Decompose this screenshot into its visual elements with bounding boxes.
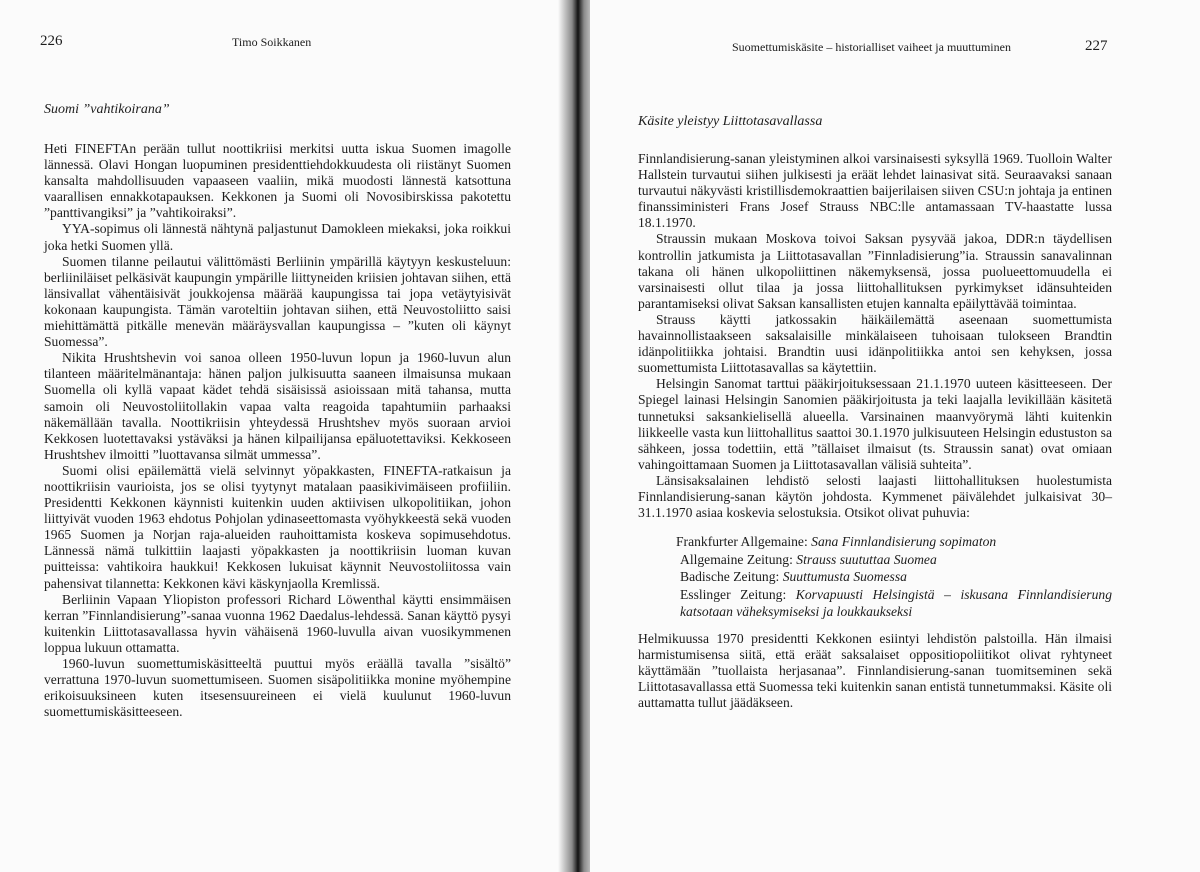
closing-paragraph: Helmikuussa 1970 presidentti Kekkonen esiintyi lehdistön palstoilla. Hän ilmaisi harmistumisensa siitä, että eräät saksalaiset oppositiopoliitikot olivat ryhtyneet käyttämään ”tuollaista herjasanaa”. Finnlandisierung-sanan tuomitseminen sekä Liittotasavallassa että Suomessa teki kuitenkin sanan entistä tunnetummaksi. Käsite oli auttamatta tullut jäädäkseen.: [638, 630, 1112, 711]
newspaper-name: Allgemaine Zeitung:: [680, 551, 793, 567]
paragraph: Länsisaksalainen lehdistö selosti laajasti liittohallituksen huolestumista Finnlandisierung-sanan käytön johdosta. Kymmenet päivälehdet julkaisivat 30–31.1.1970 asiaa koskevia selostuksia. Otsikot olivat puhuvia:: [638, 472, 1112, 521]
paragraph: Suomen tilanne peilautui välittömästi Berliinin ympärillä käytyyn keskusteluun: berliiniläiset pelkäsivät kaupungin ympärille liittyneiden kriisien johtavan siihen, että länsivallat vähentäisivät joukkojensa määrää kaupungissa tai jopa vetäytyisivät kokonaan kaupungista. Tämän varoteltiin johtavan siihen, että Neuvostoliitto saisi miehittämättä pitkälle menevän määräysvallan kaupungissa – ”kuten oli käynyt Suomessa”.: [44, 253, 511, 350]
right-running-head: Suomettumiskäsite – historialliset vaiheet ja muuttuminen: [732, 40, 1011, 54]
right-body-text: [638, 151, 1112, 711]
headline-item: [676, 586, 1112, 621]
newspaper-name: Badische Zeitung:: [680, 569, 780, 585]
left-page: [0, 0, 575, 872]
left-page-number: 226: [40, 33, 63, 49]
newspaper-name: Frankfurter Allgemaine:: [676, 534, 808, 550]
headline-title: Sana Finnlandisierung sopimaton: [811, 534, 997, 550]
right-section-title: Käsite yleistyy Liittotasavallassa: [638, 114, 823, 129]
headline-list: [676, 533, 1112, 621]
headline-title: Korvapuusti Helsingistä – iskusana Finnlandisierung katsotaan väheksymiseksi ja loukkaukseksi: [680, 586, 1112, 620]
paragraph: 1960-luvun suomettumiskäsitteeltä puuttui myös eräällä tavalla ”sisältö” verrattuna 1970-luvun suomettumiseen. Suomen sisäpolitiikka monine myöhempine erikoisuuksineen kuten itsesensuureineen ei vielä kuulunut 1960-luvun suomettumiskäsitteeseen.: [44, 656, 511, 720]
paragraph: Finnlandisierung-sanan yleistyminen alkoi varsinaisesti syksyllä 1969. Tuolloin Walter Hallstein turvautui siihen julkisesti ja eräät lehdet lainasivat sitä. Seuraavaksi sanaan turvautui näkyvästi kristillisdemokraattien baijerilaisen siiven CSU:n johtaja ja entinen finanssiministeri Frans Josef Strauss NBC:lle antamassaan TV-haastatte lussa 18.1.1970.: [638, 151, 1112, 231]
paragraph: Suomi olisi epäilemättä vielä selvinnyt yöpakkasten, FINEFTA-ratkaisun ja noottikriisin vaurioista, jos se olisi tyytynyt matalaan paasikivimäiseen profiiliin. Presidentti Kekkonen käynnisti kuitenkin uuden aktiivisen ulkopolitiikan, johon liittyivät vuoden 1963 ehdotus Pohjolan ydinaseettomasta vyöhykkeestä sekä vuoden 1965 Suomen ja Norjan raja-alueiden rauhoittamista koskeva sopimusehdotus. Lännessä nämä tulkittiin laajasti yöpakkasten ja noottikriisin luoman kuvan puitteissa: vahtikoira haukkui! Kekkosen lukuisat käynnit Neuvostoliitossa vain pahensivat tilannetta: Kekkonen kävi käskynjaolla Kremlissä.: [44, 462, 511, 591]
paragraph: Nikita Hrushtshevin voi sanoa olleen 1950-luvun lopun ja 1960-luvun alun tilanteen määritelmänantaja: hänen paljon julkisuutta saaneen ilmaisunsa mukaan Suomella oli kyllä vapaat kädet tehdä sisäisissä asioissaan mitä tahansa, mutta samoin oli Neuvostoliitollakin vapaa valta reagoida tapahtumiin parhaaksi näkemällään tavalla. Noottikriisin yhteydessä Hrushtshev myös suoraan arvioi Kekkosen luotettavaksi ystäväksi ja hänen kilpailijansa epäluotettaviksi. Kekkoseen Hrushtshev ilmoitti ”luottavansa silmät ummessa”.: [44, 350, 511, 462]
paragraph: Heti FINEFTAn perään tullut noottikriisi merkitsi uutta iskua Suomen imagolle lännessä. Olavi Hongan luopuminen presidenttiehdokkuudesta oli riistänyt Suomen kansalta mahdollisuuden vapaaseen vaaliin, mikä muodosti lännestä katsottuna vaarallisen ennakkotapauksen. Kekkonen ja Suomi oli Novosibirskissa pakotettu ”panttivangiksi” ja ”vahtikoiraksi”.: [44, 141, 511, 221]
left-section-title: Suomi ”vahtikoirana”: [44, 102, 170, 117]
right-page: [590, 0, 1200, 872]
paragraph: Straussin mukaan Moskova toivoi Saksan pysyvää jakoa, DDR:n täydellisen kontrollin jatkumista ja Liittotasavallan ”Finnladisierung”ia. Straussin sanavalinnan takana oli hänen ulkopoliittinen näkemyksensä, jossa puolueettomuudella ei varsinaisesti ollut tilaa ja jossa liittohallituksen pyrkimykset idänsuhteiden parantamiseksi olivat Saksan kansallisten etujen kannalta epäilyttävää toimintaa.: [638, 231, 1112, 311]
headline-item: [676, 533, 1112, 551]
headline-title: Strauss suututtaa Suomea: [796, 551, 937, 567]
left-running-head: Timo Soikkanen: [232, 35, 312, 49]
right-page-number: 227: [1085, 38, 1108, 54]
paragraph: YYA-sopimus oli lännestä nähtynä paljastunut Damokleen miekaksi, joka roikkui joka hetki Suomen yllä.: [44, 221, 511, 253]
headline-item: [676, 568, 1112, 586]
left-body-text: [44, 141, 511, 720]
headline-title: Suuttumusta Suomessa: [782, 569, 907, 585]
headline-item: [676, 551, 1112, 569]
paragraph: Helsingin Sanomat tarttui pääkirjoituksessaan 21.1.1970 uuteen käsitteeseen. Der Spiegel lainasi Helsingin Sanomien pääkirjoitusta ja teki laajalla levikillään käsitetä tunnetuksi saksankielisellä alueella. Varsinainen maanvyörymä lähti kuitenkin liikkeelle vasta kun liittohallitus saattoi 30.1.1970 julkisuuteen Helsingin edustuston sa sähkeen, jossa todettiin, että ”tällaiset ilmaisut (ts. Straussin sanat) ovat omiaan vahingoittamaan Suomen ja Liittotasavallan välisiä suhteita”.: [638, 376, 1112, 472]
newspaper-name: Esslinger Zeitung:: [680, 586, 787, 602]
paragraph: Strauss käytti jatkossakin häikäilemättä aseenaan suomettumista havainnollistaakseen saksalaisille minkälaiseen tuhoisaan tulokseen Brandtin idänpolitiikka johtaisi. Brandtin uusi idänpolitiikka antoi sen kehyksen, jossa suomettumista Liittotasavallas sa käytettiin.: [638, 311, 1112, 376]
paragraph: Berliinin Vapaan Yliopiston professori Richard Löwenthal käytti ensimmäisen kerran ”Finnlandisierung”-sanaa vuonna 1962 Daedalus-lehdessä. Sanan käyttö pysyi kuitenkin Liittotasavallassa hyvin vähäisenä 1960-luvulla aivan vuosikymmenen loppua lukuun ottamatta.: [44, 591, 511, 655]
